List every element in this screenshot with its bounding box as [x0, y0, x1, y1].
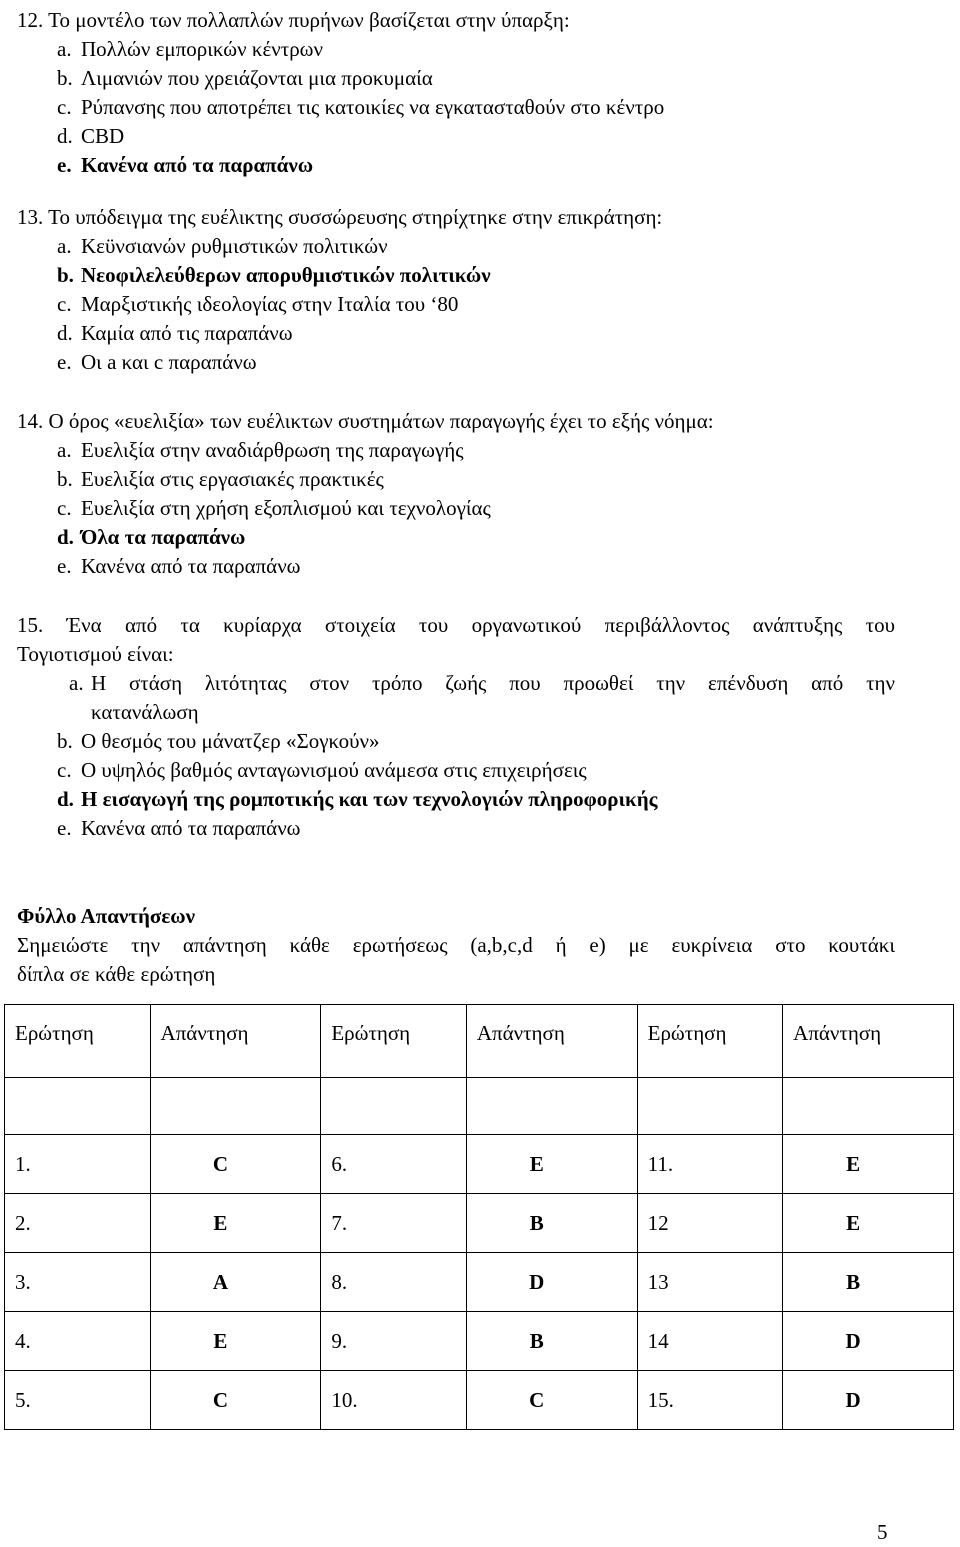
answer-table-header-row — [5, 1005, 954, 1078]
option-e: e. Κανένα από τα παραπάνω — [57, 554, 301, 578]
option-d-correct: d. Όλα τα παραπάνω — [57, 525, 246, 549]
option-a: a. Κεϋνσιανών ρυθμιστικών πολιτικών — [57, 234, 388, 258]
question-cell: 2. — [5, 1194, 151, 1253]
page-number: 5 — [877, 1520, 888, 1544]
answer-cell: E — [783, 1194, 954, 1253]
answer-cell: C — [466, 1371, 637, 1430]
answer-cell: A — [150, 1253, 321, 1312]
answer-sheet-instructions-line2: δίπλα σε κάθε ερώτηση — [17, 962, 216, 986]
answer-sheet-section — [17, 902, 895, 989]
header-cell: Απάντηση — [150, 1005, 321, 1078]
question-15 — [17, 611, 895, 843]
answer-cell: D — [783, 1312, 954, 1371]
option-c: c. Ο υψηλός βαθμός ανταγωνισμού ανάμεσα στις επιχειρήσεις — [57, 758, 587, 782]
option-b: b. Ο θεσμός του μάνατζερ «Σογκούν» — [57, 729, 380, 753]
question-cell: 13 — [637, 1253, 783, 1312]
question-number: 14. — [17, 409, 44, 433]
question-cell: 4. — [5, 1312, 151, 1371]
question-text: Ένα από τα κυρίαρχα στοιχεία του οργανωτικού περιβάλλοντος ανάπτυξης του — [66, 613, 896, 637]
answer-cell: C — [150, 1371, 321, 1430]
question-cell: 1. — [5, 1135, 151, 1194]
question-cell: 11. — [637, 1135, 783, 1194]
question-12 — [17, 6, 895, 180]
answer-cell: B — [783, 1253, 954, 1312]
answer-cell: E — [150, 1312, 321, 1371]
header-cell: Απάντηση — [783, 1005, 954, 1078]
question-cell: 10. — [321, 1371, 467, 1430]
question-12-stem — [17, 6, 895, 35]
question-cell: 8. — [321, 1253, 467, 1312]
question-number: 12. — [17, 8, 44, 32]
option-a-line2: κατανάλωση — [91, 700, 199, 724]
question-13 — [17, 203, 895, 377]
question-cell: 15. — [637, 1371, 783, 1430]
answer-cell: E — [466, 1135, 637, 1194]
question-cell: 6. — [321, 1135, 467, 1194]
question-number: 15. — [17, 613, 44, 637]
option-c: c. Μαρξιστικής ιδεολογίας στην Ιταλία του ‘80 — [57, 292, 459, 316]
header-cell: Απάντηση — [466, 1005, 637, 1078]
option-a: a. Πολλών εμπορικών κέντρων — [57, 37, 324, 61]
option-e-correct: e. Κανένα από τα παραπάνω — [57, 153, 314, 177]
question-15-stem-line2: Τογιοτισμού είναι: — [17, 642, 174, 666]
answer-cell: B — [466, 1194, 637, 1253]
table-row — [5, 1253, 954, 1312]
question-14-stem — [17, 407, 895, 436]
table-row — [5, 1312, 954, 1371]
header-cell: Ερώτηση — [321, 1005, 467, 1078]
option-b-correct: b. Νεοφιλελεύθερων απορυθμιστικών πολιτικών — [57, 263, 491, 287]
answer-cell: B — [466, 1312, 637, 1371]
option-d: d. CBD — [57, 124, 125, 148]
answer-cell: E — [783, 1135, 954, 1194]
question-cell: 7. — [321, 1194, 467, 1253]
answer-cell: C — [150, 1135, 321, 1194]
answer-sheet-instructions-line1: Σημειώστε την απάντηση κάθε ερωτήσεως (a,b,c,d ή e) με ευκρίνεια στο κουτάκι — [17, 933, 895, 957]
option-b: b. Ευελιξία στις εργασιακές πρακτικές — [57, 467, 384, 491]
answer-cell: D — [466, 1253, 637, 1312]
option-c: c. Ρύπανσης που αποτρέπει τις κατοικίες να εγκατασταθούν στο κέντρο — [57, 95, 665, 119]
option-b: b. Λιμανιών που χρειάζονται μια προκυμαία — [57, 66, 433, 90]
option-c: c. Ευελιξία στη χρήση εξοπλισμού και τεχνολογίας — [57, 496, 491, 520]
question-cell: 5. — [5, 1371, 151, 1430]
answer-sheet-title: Φύλλο Απαντήσεων — [17, 904, 196, 928]
answer-table — [4, 1004, 954, 1430]
table-row — [5, 1194, 954, 1253]
table-row — [5, 1371, 954, 1430]
question-text: Το μοντέλο των πολλαπλών πυρήνων βασίζεται στην ύπαρξη: — [48, 8, 570, 32]
question-14 — [17, 407, 895, 581]
question-cell: 14 — [637, 1312, 783, 1371]
question-cell: 3. — [5, 1253, 151, 1312]
question-cell: 12 — [637, 1194, 783, 1253]
option-a: a. Ευελιξία στην αναδιάρθρωση της παραγωγής — [57, 438, 464, 462]
header-cell: Ερώτηση — [5, 1005, 151, 1078]
header-cell: Ερώτηση — [637, 1005, 783, 1078]
answer-cell: D — [783, 1371, 954, 1430]
question-15-stem-line1 — [17, 611, 895, 640]
question-13-stem — [17, 203, 895, 232]
table-row — [5, 1135, 954, 1194]
option-d: d. Καμία από τις παραπάνω — [57, 321, 293, 345]
answer-cell: E — [150, 1194, 321, 1253]
option-d-correct: d. Η εισαγωγή της ρομποτικής και των τεχνολογιών πληροφορικής — [57, 787, 658, 811]
question-text: Ο όρος «ευελιξία» των ευέλικτων συστημάτων παραγωγής έχει το εξής νόημα: — [48, 409, 714, 433]
answer-table-spacer-row — [5, 1078, 954, 1135]
question-number: 13. — [17, 205, 44, 229]
option-a-line1: a. Η στάση λιτότητας στον τρόπο ζωής που προωθεί την επένδυση από την — [69, 671, 895, 695]
question-text: Το υπόδειγμα της ευέλικτης συσσώρευσης στηρίχτηκε στην επικράτηση: — [48, 205, 663, 229]
option-e: e. Κανένα από τα παραπάνω — [57, 816, 301, 840]
question-cell: 9. — [321, 1312, 467, 1371]
option-e: e. Οι a και c παραπάνω — [57, 350, 257, 374]
